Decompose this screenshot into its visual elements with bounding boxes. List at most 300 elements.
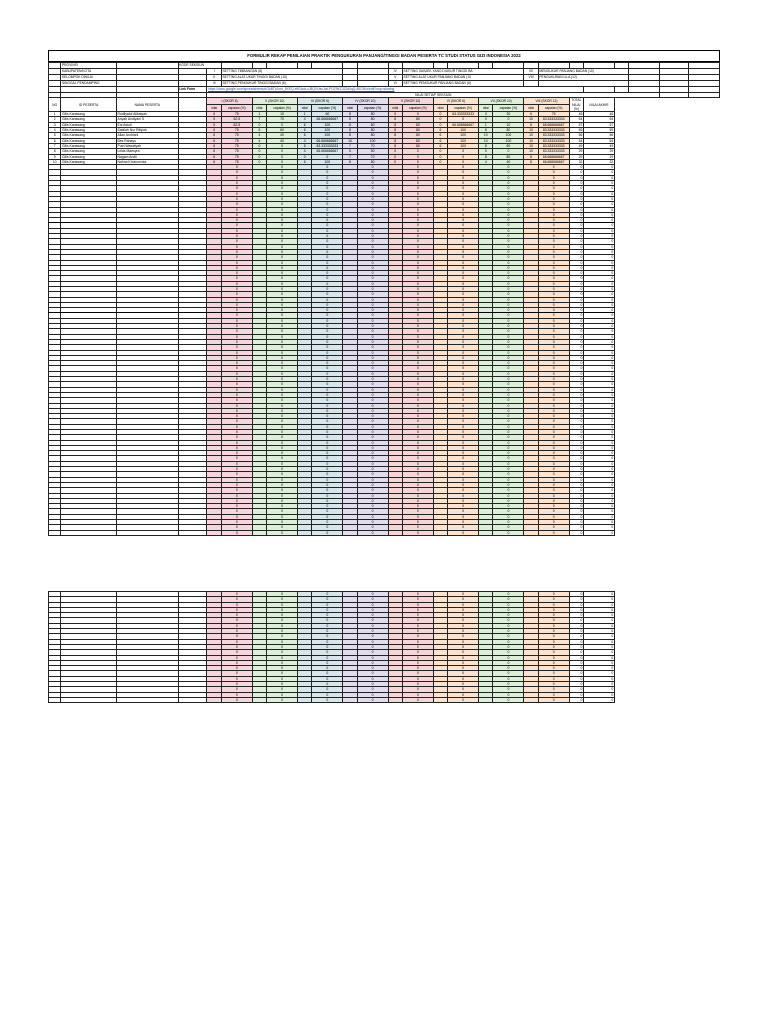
row-capaian[interactable]: 0: [402, 297, 433, 302]
row-capaian[interactable]: 0: [267, 607, 298, 612]
row-capaian[interactable]: 0: [357, 504, 388, 509]
row-capaian[interactable]: 0: [221, 234, 252, 239]
row-capaian[interactable]: 0: [221, 666, 252, 671]
row-capaian[interactable]: 100: [493, 133, 524, 138]
row-capaian[interactable]: 0: [357, 477, 388, 482]
row-id[interactable]: Gilis Karawang: [61, 128, 117, 133]
row-capaian[interactable]: 0: [312, 440, 343, 445]
row-capaian[interactable]: 0: [448, 403, 479, 408]
row-blank[interactable]: [116, 697, 178, 702]
row-capaian[interactable]: 0: [538, 461, 569, 466]
row-akhir[interactable]: 0: [584, 530, 615, 535]
row-akhir[interactable]: 0: [584, 170, 615, 175]
row-capaian[interactable]: 0: [538, 634, 569, 639]
row-capaian[interactable]: 0: [221, 430, 252, 435]
row-capaian[interactable]: 0: [402, 361, 433, 366]
row-capaian[interactable]: 0: [357, 629, 388, 634]
row-capaian[interactable]: 66.666666667: [538, 159, 569, 164]
row-capaian[interactable]: 0: [538, 228, 569, 233]
row-capaian[interactable]: 0: [538, 644, 569, 649]
row-capaian[interactable]: 0: [312, 313, 343, 318]
row-nilai[interactable]: 8: [343, 117, 357, 122]
row-nilai[interactable]: 6: [433, 128, 447, 133]
row-akhir[interactable]: 0: [584, 302, 615, 307]
row-akhir[interactable]: 0: [584, 271, 615, 276]
row-capaian[interactable]: 0: [448, 482, 479, 487]
row-akhir[interactable]: 0: [584, 218, 615, 223]
row-capaian[interactable]: 0: [221, 644, 252, 649]
row-capaian[interactable]: 0: [312, 414, 343, 419]
row-capaian[interactable]: 0: [538, 329, 569, 334]
row-capaian[interactable]: 0: [267, 218, 298, 223]
row-total[interactable]: 0: [569, 276, 583, 281]
setting-text[interactable]: SETTING SUBJEK YANG DIUKUR TINGGI BA: [402, 69, 523, 75]
row-nilai[interactable]: 8: [388, 138, 402, 143]
row-capaian[interactable]: 0: [221, 451, 252, 456]
row-capaian[interactable]: 0: [402, 488, 433, 493]
row-capaian[interactable]: 0: [448, 514, 479, 519]
row-blank[interactable]: [49, 530, 61, 535]
row-akhir[interactable]: 0: [583, 592, 614, 597]
row-capaian[interactable]: 0: [357, 366, 388, 371]
row-capaian[interactable]: 0: [357, 472, 388, 477]
row-nilai[interactable]: 5: [207, 117, 221, 122]
row-akhir[interactable]: 0: [583, 655, 614, 660]
row-capaian[interactable]: 0: [312, 514, 343, 519]
row-capaian[interactable]: 0: [267, 255, 298, 260]
row-nilai[interactable]: 6: [298, 133, 312, 138]
row-capaian[interactable]: 0: [493, 207, 524, 212]
info-label[interactable]: SINGGAL PENDAMPING: [61, 81, 117, 87]
row-total[interactable]: 0: [569, 212, 583, 217]
row-capaian[interactable]: 66.666666667: [538, 154, 569, 159]
row-capaian[interactable]: 0: [267, 456, 298, 461]
row-capaian[interactable]: 0: [493, 597, 524, 602]
row-akhir[interactable]: 0: [584, 276, 615, 281]
row-capaian[interactable]: 0: [538, 212, 569, 217]
row-capaian[interactable]: 0: [267, 143, 298, 148]
row-capaian[interactable]: 0: [357, 435, 388, 440]
row-capaian[interactable]: 80: [357, 112, 388, 117]
row-capaian[interactable]: 0: [221, 318, 252, 323]
row-capaian[interactable]: 0: [493, 350, 524, 355]
row-capaian[interactable]: 0: [221, 592, 252, 597]
row-capaian[interactable]: 0: [402, 239, 433, 244]
row-capaian[interactable]: 0: [402, 112, 433, 117]
row-capaian[interactable]: 0: [493, 355, 524, 360]
row-capaian[interactable]: 0: [493, 482, 524, 487]
row-total[interactable]: 0: [569, 607, 583, 612]
info-label[interactable]: KELOMPOK DINILAI: [61, 75, 117, 81]
row-capaian[interactable]: 0: [221, 302, 252, 307]
row-total[interactable]: 0: [569, 202, 583, 207]
header-capaian[interactable]: capaian (%): [357, 105, 388, 112]
row-capaian[interactable]: 0: [402, 666, 433, 671]
row-capaian[interactable]: 0: [538, 186, 569, 191]
row-nilai[interactable]: 0: [433, 117, 447, 122]
row-no[interactable]: 4: [49, 128, 61, 133]
row-capaian[interactable]: 0: [538, 265, 569, 270]
row-capaian[interactable]: 0: [267, 440, 298, 445]
row-akhir[interactable]: 29: [584, 149, 615, 154]
row-capaian[interactable]: 0: [448, 451, 479, 456]
row-akhir[interactable]: 0: [584, 350, 615, 355]
row-capaian[interactable]: 0: [448, 477, 479, 482]
row-capaian[interactable]: 0: [448, 461, 479, 466]
row-capaian[interactable]: 0: [493, 387, 524, 392]
row-capaian[interactable]: 0: [538, 207, 569, 212]
row-total[interactable]: 0: [569, 329, 583, 334]
row-nilai[interactable]: [298, 530, 312, 535]
row-capaian[interactable]: 0: [538, 408, 569, 413]
row-capaian[interactable]: 0: [221, 366, 252, 371]
row-capaian[interactable]: 0: [312, 692, 343, 697]
row-capaian[interactable]: 0: [402, 318, 433, 323]
row-nilai[interactable]: 6: [298, 128, 312, 133]
row-capaian[interactable]: 0: [493, 170, 524, 175]
row-capaian[interactable]: 0: [312, 602, 343, 607]
row-capaian[interactable]: 0: [493, 202, 524, 207]
row-capaian[interactable]: 0: [493, 302, 524, 307]
row-capaian[interactable]: 0: [357, 525, 388, 530]
row-total[interactable]: 0: [569, 461, 583, 466]
row-capaian[interactable]: 0: [267, 498, 298, 503]
row-capaian[interactable]: 0: [267, 525, 298, 530]
row-capaian[interactable]: 0: [221, 655, 252, 660]
row-total[interactable]: 0: [569, 345, 583, 350]
row-capaian[interactable]: 0: [267, 530, 298, 535]
row-capaian[interactable]: 0: [538, 361, 569, 366]
row-capaian[interactable]: 0: [312, 377, 343, 382]
row-capaian[interactable]: 0: [448, 223, 479, 228]
row-capaian[interactable]: 0: [312, 461, 343, 466]
header-section[interactable]: I (SKOR 6): [207, 98, 252, 105]
row-capaian[interactable]: 0: [448, 191, 479, 196]
row-akhir[interactable]: 0: [584, 181, 615, 186]
row-capaian[interactable]: 0: [221, 313, 252, 318]
row-capaian[interactable]: 0: [448, 361, 479, 366]
row-capaian[interactable]: 0: [357, 361, 388, 366]
row-nilai[interactable]: 8: [479, 143, 493, 148]
row-total[interactable]: 0: [569, 239, 583, 244]
row-total[interactable]: 0: [569, 623, 583, 628]
row-capaian[interactable]: 0: [221, 613, 252, 618]
row-akhir[interactable]: 0: [584, 355, 615, 360]
row-capaian[interactable]: 0: [402, 366, 433, 371]
row-capaian[interactable]: 0: [402, 202, 433, 207]
row-akhir[interactable]: 0: [584, 228, 615, 233]
row-capaian[interactable]: 100: [312, 133, 343, 138]
row-akhir[interactable]: 0: [584, 212, 615, 217]
row-capaian[interactable]: 0: [267, 313, 298, 318]
row-capaian[interactable]: 0: [221, 445, 252, 450]
row-capaian[interactable]: 0: [448, 239, 479, 244]
row-capaian[interactable]: 0: [493, 255, 524, 260]
row-total[interactable]: 0: [569, 350, 583, 355]
row-capaian[interactable]: 63.333333333: [448, 112, 479, 117]
header-capaian[interactable]: capaian (%): [493, 105, 524, 112]
row-capaian[interactable]: 60: [267, 128, 298, 133]
row-total[interactable]: 29: [569, 149, 583, 154]
row-capaian[interactable]: 0: [402, 650, 433, 655]
row-akhir[interactable]: 0: [583, 634, 614, 639]
row-capaian[interactable]: 0: [357, 202, 388, 207]
row-nilai[interactable]: 10: [479, 133, 493, 138]
row-capaian[interactable]: 0: [538, 424, 569, 429]
row-akhir[interactable]: 0: [584, 488, 615, 493]
row-total[interactable]: 0: [569, 170, 583, 175]
row-nilai[interactable]: 8: [388, 143, 402, 148]
row-capaian[interactable]: 0: [448, 329, 479, 334]
row-capaian[interactable]: 83.333333333: [538, 133, 569, 138]
row-id[interactable]: Gilis Karawang: [61, 112, 117, 117]
row-capaian[interactable]: 0: [312, 196, 343, 201]
row-capaian[interactable]: 0: [312, 477, 343, 482]
row-capaian[interactable]: 0: [221, 408, 252, 413]
row-capaian[interactable]: 0: [267, 634, 298, 639]
row-capaian[interactable]: 0: [538, 392, 569, 397]
row-nilai[interactable]: 7: [343, 154, 357, 159]
row-capaian[interactable]: 0: [312, 629, 343, 634]
row-capaian[interactable]: 30: [493, 112, 524, 117]
row-capaian[interactable]: 0: [538, 671, 569, 676]
row-capaian[interactable]: 0: [448, 165, 479, 170]
row-capaian[interactable]: 0: [221, 392, 252, 397]
row-capaian[interactable]: 0: [448, 387, 479, 392]
row-capaian[interactable]: 80: [402, 117, 433, 122]
row-capaian[interactable]: 0: [493, 671, 524, 676]
row-capaian[interactable]: 0: [312, 618, 343, 623]
row-total[interactable]: 0: [569, 445, 583, 450]
row-no[interactable]: 2: [49, 117, 61, 122]
row-total[interactable]: 0: [569, 260, 583, 265]
row-nilai[interactable]: 5: [207, 122, 221, 127]
row-capaian[interactable]: 0: [221, 697, 252, 702]
row-capaian[interactable]: 0: [538, 276, 569, 281]
row-capaian[interactable]: 0: [221, 435, 252, 440]
row-capaian[interactable]: 0: [312, 472, 343, 477]
row-capaian[interactable]: 75: [221, 138, 252, 143]
row-akhir[interactable]: 56: [584, 133, 615, 138]
row-capaian[interactable]: 0: [267, 366, 298, 371]
row-capaian[interactable]: 75: [221, 159, 252, 164]
row-capaian[interactable]: 62.5: [221, 117, 252, 122]
row-nilai[interactable]: 10: [524, 143, 538, 148]
row-capaian[interactable]: 0: [267, 655, 298, 660]
row-capaian[interactable]: 0: [402, 697, 433, 702]
row-capaian[interactable]: 0: [357, 488, 388, 493]
row-capaian[interactable]: 0: [221, 623, 252, 628]
row-nilai[interactable]: 6: [207, 143, 221, 148]
row-capaian[interactable]: 0: [538, 629, 569, 634]
row-capaian[interactable]: 0: [402, 212, 433, 217]
row-capaian[interactable]: 0: [221, 398, 252, 403]
row-capaian[interactable]: 0: [221, 618, 252, 623]
row-capaian[interactable]: 0: [312, 392, 343, 397]
row-total[interactable]: 0: [569, 355, 583, 360]
row-capaian[interactable]: 0: [493, 408, 524, 413]
row-capaian[interactable]: 0: [221, 371, 252, 376]
header-akhir[interactable]: NILAI AKHIR: [584, 98, 615, 112]
row-total[interactable]: 0: [569, 313, 583, 318]
row-capaian[interactable]: 0: [267, 271, 298, 276]
row-capaian[interactable]: 0: [493, 424, 524, 429]
row-capaian[interactable]: 0: [312, 520, 343, 525]
row-capaian[interactable]: 80: [402, 143, 433, 148]
row-total[interactable]: 0: [569, 308, 583, 313]
row-capaian[interactable]: 0: [267, 165, 298, 170]
row-capaian[interactable]: 0: [448, 149, 479, 154]
row-capaian[interactable]: 0: [357, 445, 388, 450]
row-capaian[interactable]: 66.666666667: [312, 117, 343, 122]
row-capaian[interactable]: 0: [448, 650, 479, 655]
row-capaian[interactable]: 80: [357, 159, 388, 164]
row-capaian[interactable]: 0: [221, 472, 252, 477]
row-nilai[interactable]: [479, 530, 493, 535]
row-akhir[interactable]: 0: [584, 371, 615, 376]
row-akhir[interactable]: 0: [584, 334, 615, 339]
row-capaian[interactable]: 0: [402, 676, 433, 681]
row-capaian[interactable]: 0: [448, 525, 479, 530]
row-capaian[interactable]: 0: [267, 244, 298, 249]
row-total[interactable]: 0: [569, 218, 583, 223]
row-akhir[interactable]: 0: [584, 472, 615, 477]
row-nilai[interactable]: 8: [479, 128, 493, 133]
row-capaian[interactable]: 0: [538, 697, 569, 702]
row-capaian[interactable]: 0: [267, 461, 298, 466]
row-capaian[interactable]: 0: [357, 414, 388, 419]
row-capaian[interactable]: 0: [538, 467, 569, 472]
row-capaian[interactable]: 66.666666667: [312, 149, 343, 154]
row-nilai[interactable]: 7: [343, 143, 357, 148]
row-capaian[interactable]: 0: [402, 377, 433, 382]
row-capaian[interactable]: 0: [267, 613, 298, 618]
row-capaian[interactable]: 0: [267, 265, 298, 270]
row-capaian[interactable]: 0: [493, 228, 524, 233]
row-capaian[interactable]: 60: [312, 112, 343, 117]
row-capaian[interactable]: 0: [493, 607, 524, 612]
row-capaian[interactable]: 75: [221, 128, 252, 133]
row-akhir[interactable]: 0: [584, 191, 615, 196]
row-total[interactable]: 0: [569, 477, 583, 482]
row-nilai[interactable]: [479, 697, 493, 702]
row-capaian[interactable]: 0: [538, 414, 569, 419]
row-capaian[interactable]: 0: [267, 493, 298, 498]
row-capaian[interactable]: 0: [221, 530, 252, 535]
header-section[interactable]: II (SKOR 10): [252, 98, 297, 105]
code-label[interactable]: KODE SEKSIUN: [178, 63, 221, 69]
row-capaian[interactable]: 0: [267, 212, 298, 217]
row-capaian[interactable]: 0: [493, 239, 524, 244]
row-capaian[interactable]: 50: [357, 149, 388, 154]
row-capaian[interactable]: 0: [538, 597, 569, 602]
row-capaian[interactable]: 75: [538, 112, 569, 117]
row-id[interactable]: Gilis Karawang: [61, 122, 117, 127]
row-capaian[interactable]: 83.333333333: [312, 143, 343, 148]
row-total[interactable]: 0: [569, 186, 583, 191]
row-total[interactable]: 29: [569, 154, 583, 159]
row-total[interactable]: 0: [569, 514, 583, 519]
row-no[interactable]: 3: [49, 122, 61, 127]
row-nilai[interactable]: 3: [479, 112, 493, 117]
row-capaian[interactable]: 0: [267, 644, 298, 649]
row-capaian[interactable]: 0: [538, 472, 569, 477]
row-blank[interactable]: [116, 530, 178, 535]
row-capaian[interactable]: 0: [221, 602, 252, 607]
row-capaian[interactable]: 0: [538, 398, 569, 403]
row-capaian[interactable]: 0: [493, 117, 524, 122]
row-capaian[interactable]: 0: [357, 387, 388, 392]
row-total[interactable]: 0: [569, 687, 583, 692]
row-capaian[interactable]: 0: [312, 345, 343, 350]
row-capaian[interactable]: 0: [267, 324, 298, 329]
row-no[interactable]: 1: [49, 112, 61, 117]
row-capaian[interactable]: 0: [448, 687, 479, 692]
row-capaian[interactable]: 0: [221, 281, 252, 286]
row-capaian[interactable]: 0: [221, 382, 252, 387]
header-capaian[interactable]: capaian (%): [402, 105, 433, 112]
row-capaian[interactable]: 0: [448, 424, 479, 429]
row-capaian[interactable]: 0: [221, 324, 252, 329]
header-no[interactable]: NO: [49, 98, 61, 112]
row-total[interactable]: 0: [569, 419, 583, 424]
row-capaian[interactable]: 0: [312, 387, 343, 392]
row-capaian[interactable]: 80: [402, 133, 433, 138]
row-capaian[interactable]: 0: [267, 482, 298, 487]
row-capaian[interactable]: 0: [267, 334, 298, 339]
row-capaian[interactable]: 0: [267, 477, 298, 482]
row-capaian[interactable]: 0: [538, 350, 569, 355]
row-capaian[interactable]: 0: [493, 445, 524, 450]
row-capaian[interactable]: 0: [357, 613, 388, 618]
row-total[interactable]: 0: [569, 671, 583, 676]
row-nilai[interactable]: [433, 697, 447, 702]
header-capaian[interactable]: capaian (%): [538, 105, 569, 112]
row-total[interactable]: 0: [569, 297, 583, 302]
row-total[interactable]: 0: [569, 676, 583, 681]
row-akhir[interactable]: 0: [584, 435, 615, 440]
row-akhir[interactable]: 0: [583, 650, 614, 655]
row-capaian[interactable]: 0: [221, 165, 252, 170]
row-capaian[interactable]: 0: [448, 154, 479, 159]
row-nilai[interactable]: 8: [479, 154, 493, 159]
header-section[interactable]: VII (SKOR 10): [479, 98, 524, 105]
header-id[interactable]: ID PESERTA: [61, 98, 117, 112]
row-nilai[interactable]: [343, 530, 357, 535]
row-nilai[interactable]: [524, 697, 538, 702]
row-capaian[interactable]: 0: [493, 467, 524, 472]
row-capaian[interactable]: 0: [357, 671, 388, 676]
row-capaian[interactable]: 0: [448, 655, 479, 660]
row-akhir[interactable]: 49: [584, 143, 615, 148]
row-nilai[interactable]: 8: [388, 128, 402, 133]
row-akhir[interactable]: 0: [584, 382, 615, 387]
row-capaian[interactable]: 0: [448, 697, 479, 702]
row-capaian[interactable]: 0: [357, 186, 388, 191]
row-capaian[interactable]: 0: [357, 419, 388, 424]
row-capaian[interactable]: 0: [267, 435, 298, 440]
row-akhir[interactable]: 0: [583, 660, 614, 665]
row-nilai[interactable]: 6: [207, 133, 221, 138]
row-akhir[interactable]: 0: [584, 249, 615, 254]
row-capaian[interactable]: 40: [493, 159, 524, 164]
row-capaian[interactable]: 0: [538, 308, 569, 313]
row-capaian[interactable]: 0: [357, 467, 388, 472]
row-capaian[interactable]: 0: [267, 671, 298, 676]
row-capaian[interactable]: 0: [312, 597, 343, 602]
row-nama[interactable]: Sabilah Nur Rifqiah: [116, 128, 178, 133]
row-capaian[interactable]: 80: [402, 138, 433, 143]
